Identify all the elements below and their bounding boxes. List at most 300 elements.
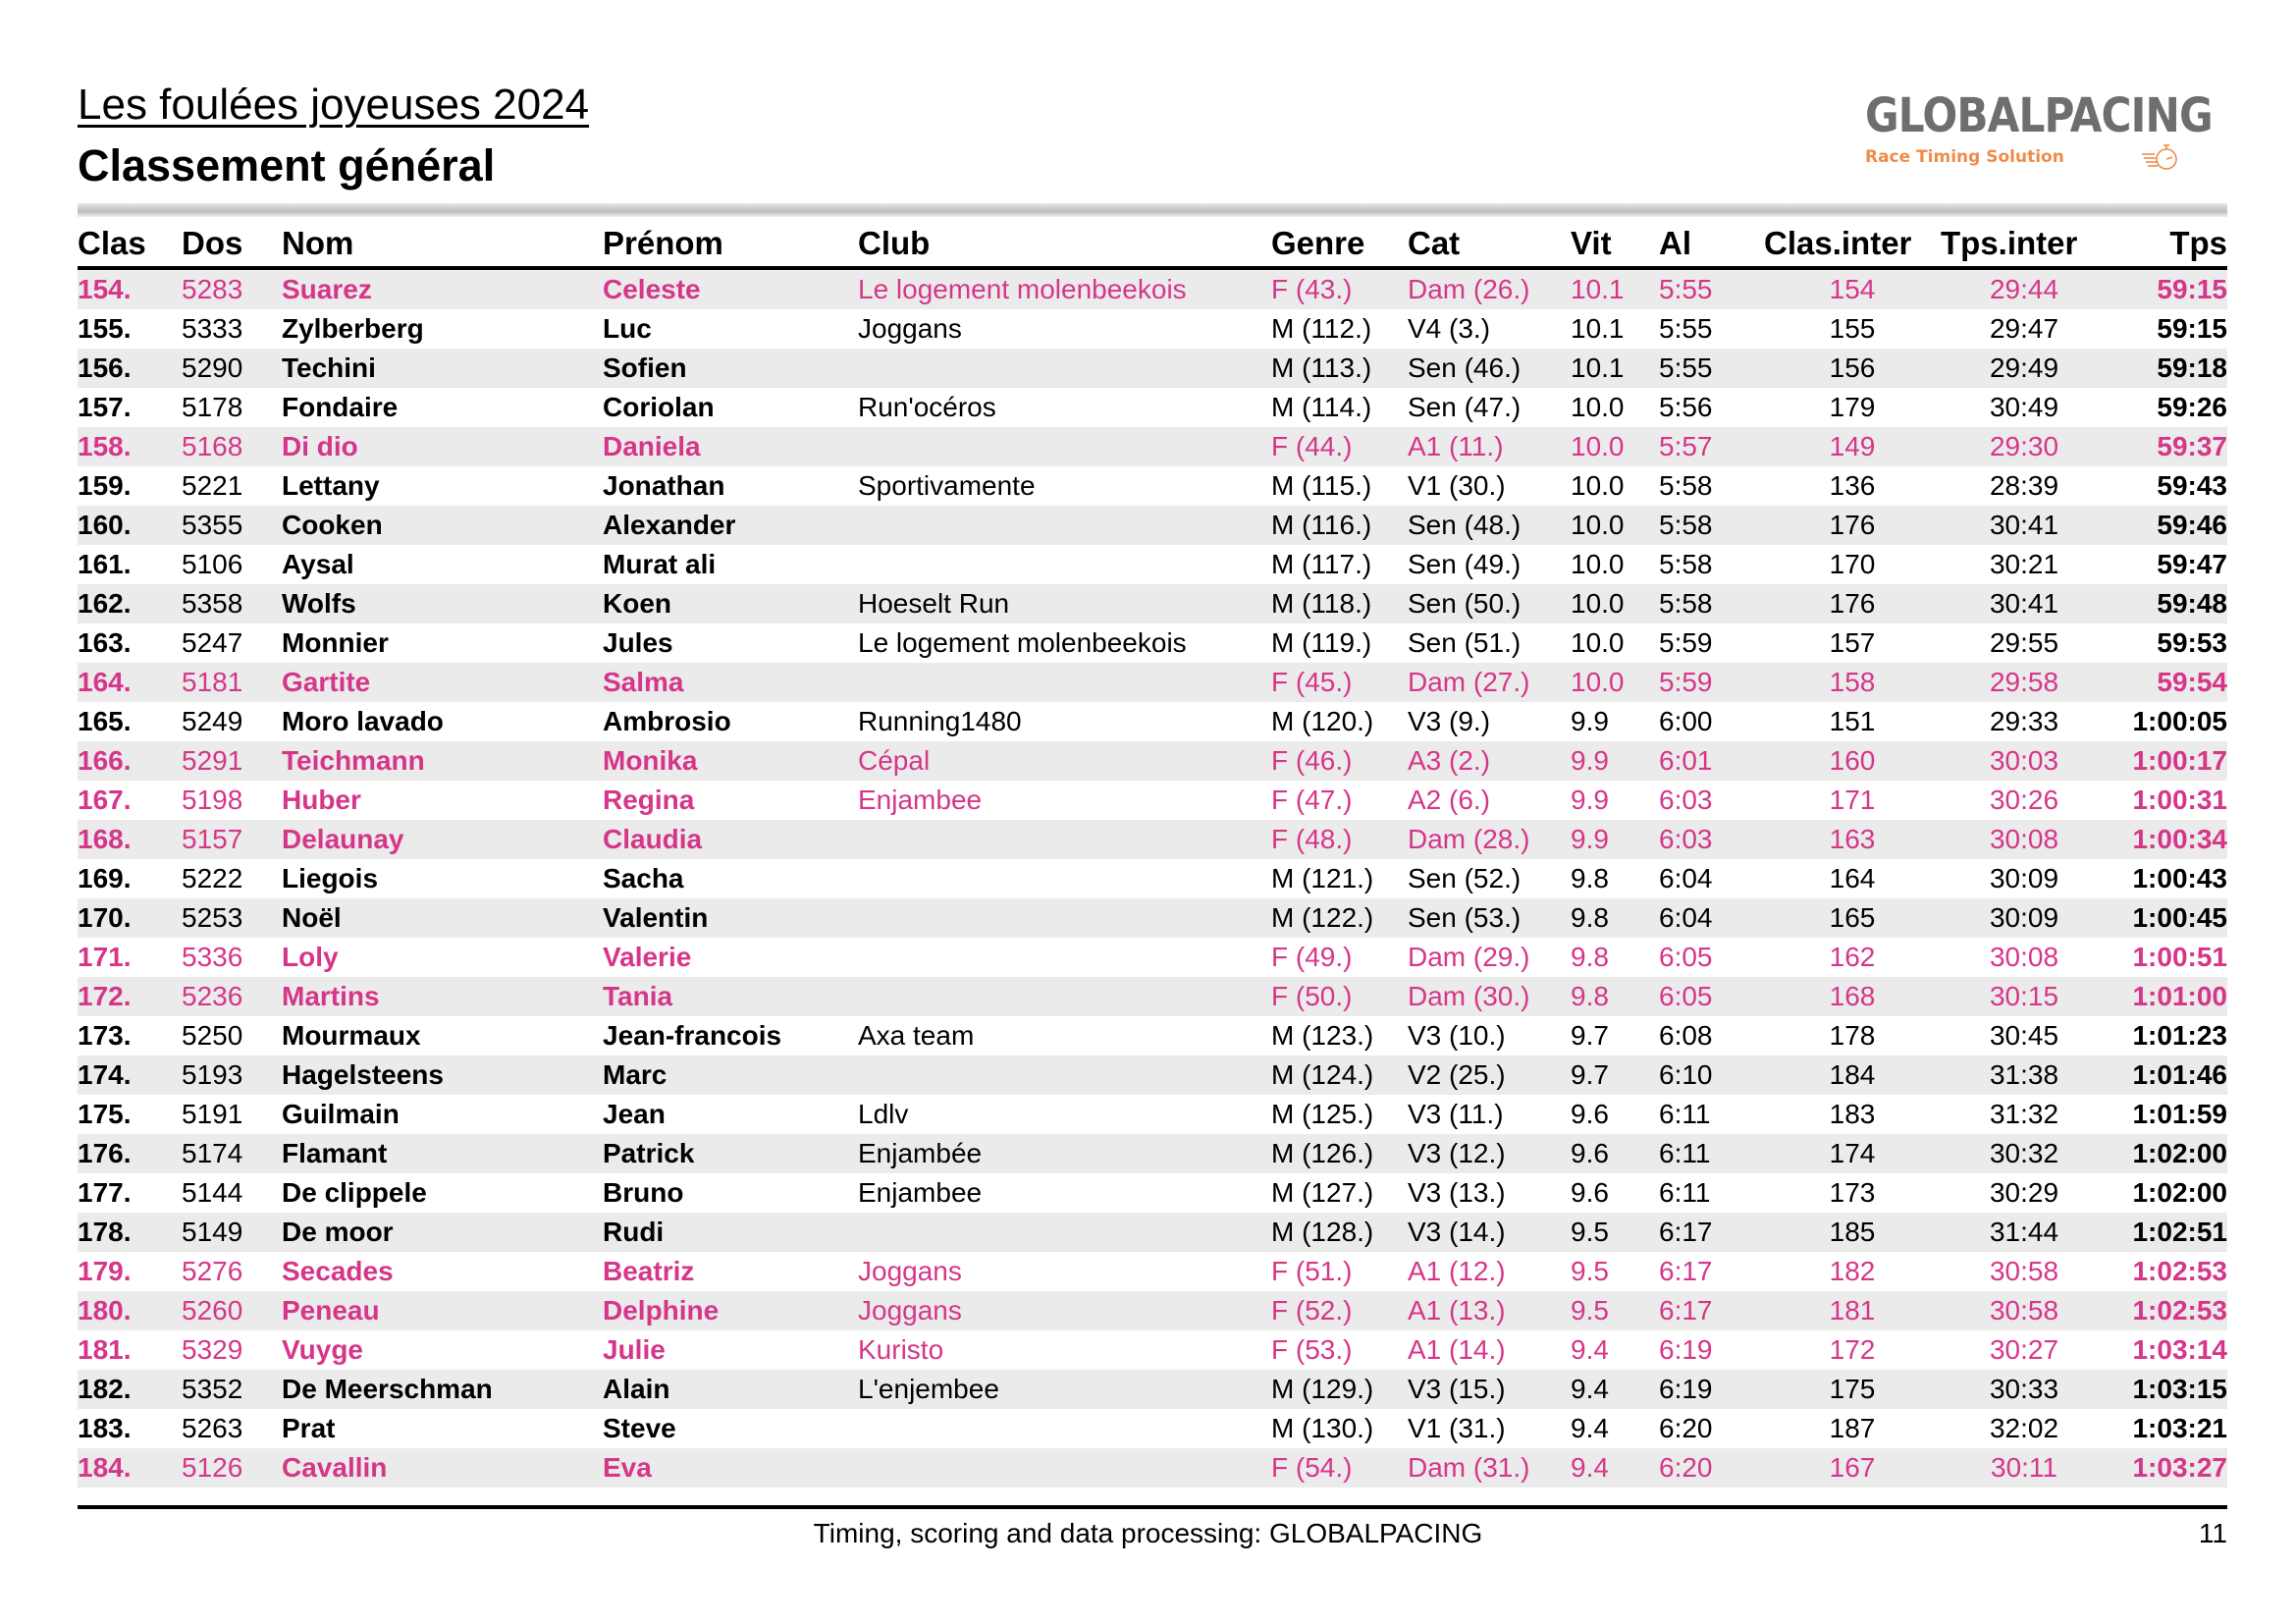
category-cell: V1 (31.)	[1408, 1413, 1506, 1443]
category-cell: V3 (10.)	[1408, 1020, 1506, 1051]
club-cell: Enjambee	[858, 1177, 983, 1208]
last-name-cell: Fondaire	[282, 392, 399, 422]
category-cell: Sen (50.)	[1408, 584, 1571, 623]
bib-cell: 5283	[182, 268, 282, 309]
split-time-cell: 29:33	[1989, 706, 2059, 736]
bib-cell: 5222	[182, 863, 243, 893]
gender-cell: M (120.)	[1271, 706, 1374, 736]
pace-cell: 6:17	[1659, 1213, 1764, 1252]
first-name-cell: Claudia	[603, 820, 858, 859]
category-cell: V3 (11.)	[1408, 1099, 1504, 1129]
category-cell: V3 (13.)	[1408, 1177, 1506, 1208]
category-cell: V3 (15.)	[1408, 1370, 1571, 1409]
club-cell	[858, 545, 1271, 584]
bib-cell: 5276	[182, 1256, 243, 1286]
last-name-cell: Loly	[282, 942, 339, 972]
finish-time-cell: 1:03:15	[2108, 1370, 2227, 1409]
split-rank-cell: 170	[1829, 549, 1876, 579]
gender-cell: M (124.)	[1271, 1056, 1408, 1095]
split-time-cell: 30:32	[1941, 1134, 2108, 1173]
last-name-cell: Suarez	[282, 268, 603, 309]
bib-cell: 5290	[182, 349, 282, 388]
first-name-cell: Sofien	[603, 349, 858, 388]
club-cell	[858, 938, 1271, 977]
table-row	[78, 466, 2227, 506]
category-cell: A1 (12.)	[1408, 1256, 1506, 1286]
split-rank-cell: 162	[1829, 942, 1876, 972]
col-header-clas-inter: Clas.inter	[1764, 220, 1941, 268]
gender-cell: F (54.)	[1271, 1448, 1408, 1488]
rank-cell: 158.	[78, 427, 182, 466]
split-time-cell: 30:26	[1989, 785, 2059, 815]
rank-cell: 175.	[78, 1099, 132, 1129]
bib-cell: 5358	[182, 584, 282, 623]
speed-cell: 9.4	[1571, 1413, 1609, 1443]
gender-cell: F (50.)	[1271, 977, 1408, 1016]
bib-cell: 5253	[182, 898, 282, 938]
first-name-cell: Salma	[603, 663, 858, 702]
gender-cell: M (115.)	[1271, 470, 1372, 501]
page-number: 11	[2198, 1518, 2227, 1548]
split-time-cell: 29:55	[1989, 627, 2059, 658]
speed-cell: 9.7	[1571, 1020, 1609, 1051]
split-time-cell: 31:38	[1941, 1056, 2108, 1095]
rank-cell: 182.	[78, 1370, 182, 1409]
split-rank-cell: 175	[1764, 1370, 1941, 1409]
col-header-club: Club	[858, 220, 1271, 268]
rank-cell: 162.	[78, 584, 182, 623]
stopwatch-icon	[2140, 141, 2179, 173]
category-cell: V2 (25.)	[1408, 1056, 1571, 1095]
pace-cell: 6:11	[1659, 1099, 1711, 1129]
club-cell: Hoeselt Run	[858, 584, 1271, 623]
split-rank-cell: 149	[1764, 427, 1941, 466]
gender-cell: M (114.)	[1271, 392, 1372, 422]
col-header-prenom: Prénom	[603, 220, 858, 268]
speed-cell: 9.5	[1571, 1213, 1659, 1252]
results-table	[78, 220, 2227, 1488]
table-row	[78, 1409, 2227, 1448]
first-name-cell: Alexander	[603, 506, 858, 545]
table-row	[78, 623, 2227, 663]
table-row	[78, 1213, 2227, 1252]
speed-cell: 9.7	[1571, 1056, 1659, 1095]
rank-cell: 181.	[78, 1334, 132, 1365]
event-title: Les foulées joyeuses 2024	[78, 81, 590, 129]
rank-cell: 154.	[78, 268, 182, 309]
first-name-cell: Delphine	[603, 1291, 858, 1330]
category-cell: Sen (46.)	[1408, 349, 1571, 388]
speed-cell: 9.6	[1571, 1134, 1659, 1173]
category-cell: Dam (28.)	[1408, 820, 1571, 859]
bib-cell: 5157	[182, 820, 282, 859]
speed-cell: 9.4	[1571, 1448, 1659, 1488]
split-rank-cell: 172	[1829, 1334, 1876, 1365]
bib-cell: 5249	[182, 706, 243, 736]
split-time-cell: 29:44	[1941, 268, 2108, 309]
split-time-cell: 30:45	[1989, 1020, 2059, 1051]
first-name-cell: Patrick	[603, 1134, 858, 1173]
table-row	[78, 388, 2227, 427]
club-cell: Enjambee	[858, 785, 983, 815]
finish-time-cell: 59:15	[2157, 313, 2227, 344]
finish-time-cell: 1:00:43	[2132, 863, 2227, 893]
speed-cell: 9.9	[1571, 785, 1609, 815]
pace-cell: 6:17	[1659, 1291, 1764, 1330]
category-cell: Dam (31.)	[1408, 1448, 1571, 1488]
split-time-cell: 30:33	[1941, 1370, 2108, 1409]
logo-wordmark: GLOBALPACING	[1865, 88, 2213, 143]
club-cell	[858, 1056, 1271, 1095]
footer-divider	[78, 1505, 2227, 1509]
speed-cell: 9.5	[1571, 1291, 1659, 1330]
col-header-vit: Vit	[1571, 220, 1659, 268]
last-name-cell: Noël	[282, 898, 603, 938]
speed-cell: 9.6	[1571, 1177, 1609, 1208]
last-name-cell: Techini	[282, 349, 603, 388]
table-row	[78, 545, 2227, 584]
table-row	[78, 1095, 2227, 1134]
finish-time-cell: 1:03:14	[2132, 1334, 2227, 1365]
split-rank-cell: 178	[1829, 1020, 1876, 1051]
table-row	[78, 506, 2227, 545]
rank-cell: 180.	[78, 1291, 182, 1330]
rank-cell: 161.	[78, 549, 132, 579]
finish-time-cell: 1:00:45	[2108, 898, 2227, 938]
first-name-cell: Valerie	[603, 942, 692, 972]
pace-cell: 6:03	[1659, 820, 1764, 859]
first-name-cell: Eva	[603, 1448, 858, 1488]
split-rank-cell: 151	[1829, 706, 1876, 736]
club-cell: Joggans	[858, 1291, 1271, 1330]
split-rank-cell: 176	[1764, 584, 1941, 623]
last-name-cell: Peneau	[282, 1291, 603, 1330]
speed-cell: 9.8	[1571, 977, 1659, 1016]
pace-cell: 5:57	[1659, 427, 1764, 466]
rank-cell: 184.	[78, 1448, 182, 1488]
rank-cell: 157.	[78, 392, 132, 422]
split-rank-cell: 158	[1764, 663, 1941, 702]
table-row	[78, 820, 2227, 859]
finish-time-cell: 1:00:34	[2108, 820, 2227, 859]
first-name-cell: Jules	[603, 627, 673, 658]
club-cell: Le logement molenbeekois	[858, 268, 1271, 309]
table-row	[78, 977, 2227, 1016]
table-row	[78, 1252, 2227, 1291]
category-cell: Sen (51.)	[1408, 627, 1522, 658]
pace-cell: 6:04	[1659, 863, 1713, 893]
pace-cell: 6:04	[1659, 898, 1764, 938]
logo-tagline: Race Timing Solution	[1865, 147, 2064, 167]
category-cell: A1 (11.)	[1408, 427, 1571, 466]
first-name-cell: Jean-francois	[603, 1020, 782, 1051]
first-name-cell: Jonathan	[603, 470, 725, 501]
split-rank-cell: 187	[1829, 1413, 1876, 1443]
globalpacing-logo	[1865, 88, 2213, 177]
table-row	[78, 859, 2227, 898]
club-cell: L'enjembee	[858, 1370, 1271, 1409]
split-rank-cell: 136	[1829, 470, 1876, 501]
speed-cell: 9.9	[1571, 820, 1659, 859]
split-rank-cell: 182	[1829, 1256, 1876, 1286]
category-cell: Dam (29.)	[1408, 942, 1530, 972]
pace-cell: 5:59	[1659, 663, 1764, 702]
rank-cell: 183.	[78, 1413, 132, 1443]
speed-cell: 10.0	[1571, 663, 1659, 702]
last-name-cell: Delaunay	[282, 820, 603, 859]
gender-cell: F (43.)	[1271, 268, 1408, 309]
pace-cell: 5:55	[1659, 313, 1713, 344]
rank-cell: 167.	[78, 785, 132, 815]
finish-time-cell: 1:00:31	[2132, 785, 2227, 815]
split-time-cell: 30:03	[1941, 741, 2108, 781]
gender-cell: F (46.)	[1271, 741, 1408, 781]
finish-time-cell: 1:01:46	[2108, 1056, 2227, 1095]
split-rank-cell: 176	[1764, 506, 1941, 545]
col-header-dos: Dos	[182, 220, 282, 268]
club-cell: Cépal	[858, 741, 1271, 781]
gender-cell: M (128.)	[1271, 1213, 1408, 1252]
rank-cell: 168.	[78, 820, 182, 859]
gender-cell: M (126.)	[1271, 1134, 1408, 1173]
gender-cell: F (49.)	[1271, 942, 1353, 972]
split-rank-cell: 163	[1764, 820, 1941, 859]
split-time-cell: 29:47	[1989, 313, 2059, 344]
last-name-cell: Martins	[282, 977, 603, 1016]
gender-cell: M (117.)	[1271, 549, 1372, 579]
finish-time-cell: 1:01:23	[2132, 1020, 2227, 1051]
speed-cell: 10.0	[1571, 427, 1659, 466]
club-cell	[858, 427, 1271, 466]
speed-cell: 9.6	[1571, 1099, 1609, 1129]
club-cell	[858, 820, 1271, 859]
bib-cell: 5149	[182, 1213, 282, 1252]
table-row	[78, 781, 2227, 820]
col-header-tps: Tps	[2108, 220, 2227, 268]
bib-cell: 5250	[182, 1020, 243, 1051]
pace-cell: 6:20	[1659, 1413, 1713, 1443]
bib-cell: 5174	[182, 1134, 282, 1173]
last-name-cell: De Meerschman	[282, 1370, 603, 1409]
table-row	[78, 349, 2227, 388]
last-name-cell: Lettany	[282, 470, 380, 501]
last-name-cell: Zylberberg	[282, 313, 424, 344]
table-row	[78, 1173, 2227, 1213]
table-row	[78, 1448, 2227, 1488]
split-time-cell: 30:49	[1989, 392, 2059, 422]
gender-cell: M (121.)	[1271, 863, 1374, 893]
table-row	[78, 1370, 2227, 1409]
category-cell: V3 (12.)	[1408, 1134, 1571, 1173]
pace-cell: 5:58	[1659, 506, 1764, 545]
rank-cell: 173.	[78, 1020, 132, 1051]
category-cell: Sen (53.)	[1408, 898, 1571, 938]
bib-cell: 5333	[182, 313, 243, 344]
category-cell: V3 (14.)	[1408, 1213, 1571, 1252]
bib-cell: 5247	[182, 627, 243, 658]
rank-cell: 176.	[78, 1134, 182, 1173]
bib-cell: 5168	[182, 427, 282, 466]
rank-cell: 171.	[78, 942, 132, 972]
pace-cell: 6:05	[1659, 977, 1764, 1016]
pace-cell: 5:55	[1659, 268, 1764, 309]
rank-cell: 164.	[78, 663, 182, 702]
col-header-nom: Nom	[282, 220, 603, 268]
bib-cell: 5329	[182, 1334, 243, 1365]
gender-cell: M (118.)	[1271, 584, 1408, 623]
last-name-cell: Wolfs	[282, 584, 603, 623]
first-name-cell: Steve	[603, 1413, 676, 1443]
rank-cell: 166.	[78, 741, 182, 781]
first-name-cell: Bruno	[603, 1177, 684, 1208]
category-cell: Sen (49.)	[1408, 549, 1522, 579]
split-time-cell: 32:02	[1989, 1413, 2059, 1443]
finish-time-cell: 1:03:27	[2108, 1448, 2227, 1488]
club-cell	[858, 1213, 1271, 1252]
first-name-cell: Alain	[603, 1370, 858, 1409]
split-rank-cell: 154	[1764, 268, 1941, 309]
rank-cell: 159.	[78, 470, 132, 501]
finish-time-cell: 59:18	[2108, 349, 2227, 388]
last-name-cell: Cooken	[282, 506, 603, 545]
club-cell	[858, 898, 1271, 938]
col-header-tps-inter: Tps.inter	[1941, 220, 2108, 268]
last-name-cell: Guilmain	[282, 1099, 400, 1129]
bib-cell: 5193	[182, 1056, 282, 1095]
split-rank-cell: 183	[1829, 1099, 1876, 1129]
bib-cell: 5178	[182, 392, 243, 422]
club-cell: Kuristo	[858, 1334, 944, 1365]
table-row	[78, 1291, 2227, 1330]
finish-time-cell: 1:01:59	[2132, 1099, 2227, 1129]
rank-cell: 155.	[78, 313, 132, 344]
club-cell	[858, 663, 1271, 702]
speed-cell: 10.0	[1571, 627, 1625, 658]
gender-cell: M (125.)	[1271, 1099, 1374, 1129]
split-time-cell: 30:11	[1941, 1448, 2108, 1488]
finish-time-cell: 59:37	[2108, 427, 2227, 466]
finish-time-cell: 1:03:21	[2132, 1413, 2227, 1443]
col-header-genre: Genre	[1271, 220, 1408, 268]
pace-cell: 6:08	[1659, 1020, 1713, 1051]
last-name-cell: Flamant	[282, 1134, 603, 1173]
speed-cell: 10.0	[1571, 392, 1625, 422]
category-cell: A2 (6.)	[1408, 785, 1491, 815]
table-row	[78, 584, 2227, 623]
table-row	[78, 1330, 2227, 1370]
finish-time-cell: 59:43	[2157, 470, 2227, 501]
split-time-cell: 30:08	[1989, 942, 2059, 972]
finish-time-cell: 59:26	[2157, 392, 2227, 422]
last-name-cell: Cavallin	[282, 1448, 603, 1488]
gender-cell: F (45.)	[1271, 663, 1408, 702]
split-rank-cell: 168	[1764, 977, 1941, 1016]
table-row	[78, 268, 2227, 309]
club-cell	[858, 1409, 1271, 1448]
split-rank-cell: 171	[1829, 785, 1876, 815]
header-row	[78, 220, 2227, 268]
table-row	[78, 1056, 2227, 1095]
bib-cell: 5260	[182, 1291, 282, 1330]
finish-time-cell: 59:48	[2108, 584, 2227, 623]
category-cell: Dam (30.)	[1408, 977, 1571, 1016]
rank-cell: 156.	[78, 349, 182, 388]
category-cell: V4 (3.)	[1408, 313, 1491, 344]
last-name-cell: Monnier	[282, 627, 389, 658]
pace-cell: 6:05	[1659, 942, 1713, 972]
table-row	[78, 702, 2227, 741]
rank-cell: 160.	[78, 506, 182, 545]
pace-cell: 6:03	[1659, 785, 1713, 815]
speed-cell: 9.4	[1571, 1370, 1659, 1409]
gender-cell: F (51.)	[1271, 1256, 1353, 1286]
split-rank-cell: 155	[1829, 313, 1876, 344]
speed-cell: 10.0	[1571, 506, 1659, 545]
gender-cell: M (113.)	[1271, 349, 1408, 388]
last-name-cell: De clippele	[282, 1177, 427, 1208]
footer-credit: Timing, scoring and data processing: GLOBALPACING	[813, 1518, 1483, 1548]
split-time-cell: 30:41	[1941, 506, 2108, 545]
first-name-cell: Tania	[603, 977, 858, 1016]
category-cell: A3 (2.)	[1408, 741, 1571, 781]
first-name-cell: Luc	[603, 313, 652, 344]
split-rank-cell: 157	[1829, 627, 1876, 658]
finish-time-cell: 1:02:51	[2108, 1213, 2227, 1252]
col-header-clas: Clas	[78, 220, 182, 268]
club-cell: Le logement molenbeekois	[858, 627, 1187, 658]
pace-cell: 5:58	[1659, 470, 1713, 501]
gender-cell: M (123.)	[1271, 1020, 1374, 1051]
bib-cell: 5263	[182, 1413, 243, 1443]
bib-cell: 5355	[182, 506, 282, 545]
results-body	[78, 268, 2227, 1488]
last-name-cell: Moro lavado	[282, 706, 444, 736]
rank-cell: 179.	[78, 1256, 132, 1286]
gender-cell: M (112.)	[1271, 313, 1372, 344]
split-time-cell: 30:41	[1941, 584, 2108, 623]
pace-cell: 6:11	[1659, 1134, 1764, 1173]
category-cell: A1 (13.)	[1408, 1291, 1571, 1330]
speed-cell: 9.9	[1571, 706, 1609, 736]
bib-cell: 5336	[182, 942, 243, 972]
category-cell: A1 (14.)	[1408, 1334, 1506, 1365]
split-rank-cell: 165	[1764, 898, 1941, 938]
club-cell: Axa team	[858, 1020, 975, 1051]
split-time-cell: 30:09	[1989, 863, 2059, 893]
last-name-cell: Aysal	[282, 549, 354, 579]
first-name-cell: Sacha	[603, 863, 684, 893]
finish-time-cell: 1:02:53	[2132, 1256, 2227, 1286]
table-row	[78, 741, 2227, 781]
split-rank-cell: 181	[1764, 1291, 1941, 1330]
category-cell: V1 (30.)	[1408, 470, 1506, 501]
category-cell: Dam (26.)	[1408, 268, 1571, 309]
club-cell	[858, 859, 1271, 898]
category-cell: Sen (52.)	[1408, 863, 1522, 893]
last-name-cell: Gartite	[282, 663, 603, 702]
last-name-cell: Vuyge	[282, 1334, 363, 1365]
split-time-cell: 31:32	[1989, 1099, 2059, 1129]
last-name-cell: Mourmaux	[282, 1020, 421, 1051]
finish-time-cell: 59:54	[2108, 663, 2227, 702]
rank-cell: 163.	[78, 627, 132, 658]
finish-time-cell: 59:15	[2108, 268, 2227, 309]
first-name-cell: Julie	[603, 1334, 666, 1365]
rank-cell: 172.	[78, 977, 182, 1016]
finish-time-cell: 1:02:00	[2108, 1134, 2227, 1173]
finish-time-cell: 1:00:05	[2132, 706, 2227, 736]
split-time-cell: 29:49	[1941, 349, 2108, 388]
